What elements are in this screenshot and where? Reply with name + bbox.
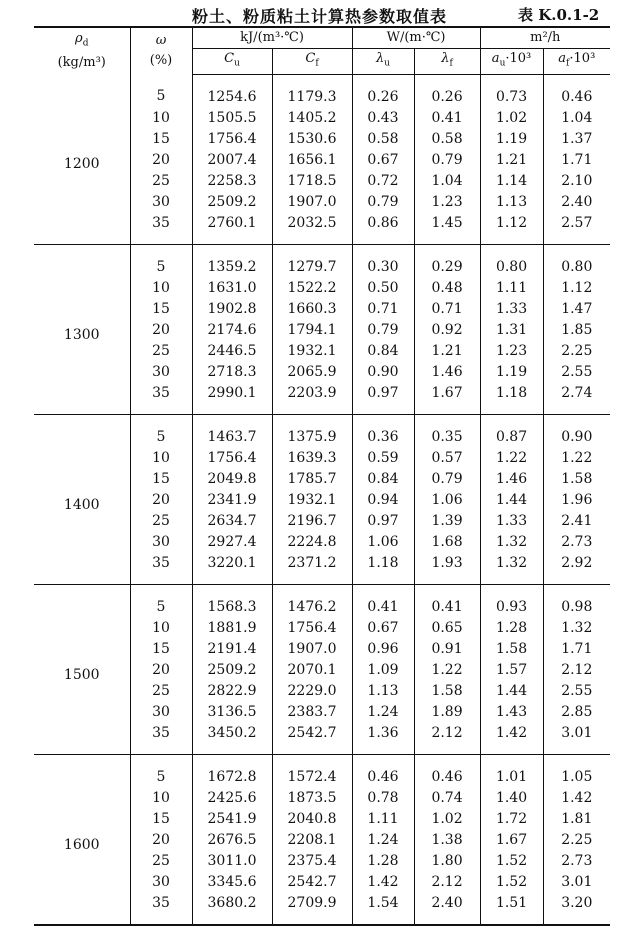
a-f-cell: 3.20: [543, 893, 610, 925]
a-f-cell: 2.57: [543, 213, 610, 245]
a-u-cell: 1.72: [480, 809, 543, 830]
c-u-cell: 1505.5: [192, 108, 272, 129]
table-id: 表 K.0.1-2: [518, 6, 600, 24]
omega-cell: 30: [130, 532, 192, 553]
c-f-cell: 2208.1: [272, 830, 352, 851]
a-u-cell: 1.32: [480, 553, 543, 585]
c-f-cell: 2224.8: [272, 532, 352, 553]
c-f-cell: 1530.6: [272, 129, 352, 150]
omega-cell: 10: [130, 278, 192, 299]
c-u-cell: 2174.6: [192, 320, 272, 341]
a-u-cell: 1.43: [480, 702, 543, 723]
lambda-u-cell: 0.36: [352, 414, 414, 448]
lambda-f-cell: 1.39: [414, 511, 480, 532]
a-f-cell: 2.40: [543, 192, 610, 213]
a-u-cell: 1.01: [480, 754, 543, 788]
c-u-cell: 1463.7: [192, 414, 272, 448]
c-u-cell: 2509.2: [192, 660, 272, 681]
c-f-cell: 2709.9: [272, 893, 352, 925]
c-f-cell: 2032.5: [272, 213, 352, 245]
lambda-u-cell: 1.42: [352, 872, 414, 893]
c-u-cell: 2541.9: [192, 809, 272, 830]
lambda-f-cell: 1.46: [414, 362, 480, 383]
a-u-cell: 1.40: [480, 788, 543, 809]
omega-cell: 10: [130, 108, 192, 129]
lambda-f-cell: 0.71: [414, 299, 480, 320]
a-u-cell: 1.32: [480, 532, 543, 553]
a-u-cell: 1.21: [480, 150, 543, 171]
a-f-cell: 2.74: [543, 383, 610, 415]
rho-header: $\rho_d$ (kg/m³): [34, 27, 130, 74]
lambda-f-cell: 1.22: [414, 660, 480, 681]
c-f-cell: 1718.5: [272, 171, 352, 192]
c-u-cell: 3345.6: [192, 872, 272, 893]
a-u-cell: 0.80: [480, 244, 543, 278]
a-u-cell: 1.14: [480, 171, 543, 192]
lambda-u-cell: 0.46: [352, 754, 414, 788]
a-u-cell: 1.67: [480, 830, 543, 851]
lambda-u-cell: 0.72: [352, 171, 414, 192]
lambda-u-cell: 0.50: [352, 278, 414, 299]
lambda-u-cell: 0.67: [352, 618, 414, 639]
c-u-cell: 1902.8: [192, 299, 272, 320]
lambda-u-cell: 0.79: [352, 192, 414, 213]
c-u-cell: 1254.6: [192, 74, 272, 108]
omega-cell: 20: [130, 830, 192, 851]
c-u-cell: 2822.9: [192, 681, 272, 702]
lambda-u-cell: 0.41: [352, 584, 414, 618]
c-f-cell: 1873.5: [272, 788, 352, 809]
lambda-f-cell: 0.79: [414, 150, 480, 171]
a-u-cell: 1.12: [480, 213, 543, 245]
a-f-cell: 1.85: [543, 320, 610, 341]
c-u-cell: 2927.4: [192, 532, 272, 553]
header-row-1: [34, 27, 610, 49]
a-f-cell: 2.73: [543, 532, 610, 553]
c-f-cell: 1375.9: [272, 414, 352, 448]
lu-header: $\lambda_u$: [352, 49, 414, 75]
lambda-f-cell: 0.92: [414, 320, 480, 341]
a-f-cell: 2.85: [543, 702, 610, 723]
lambda-f-cell: 0.58: [414, 129, 480, 150]
a-f-cell: 1.71: [543, 150, 610, 171]
a-f-cell: 1.47: [543, 299, 610, 320]
lambda-u-cell: 1.24: [352, 702, 414, 723]
a-f-cell: 2.55: [543, 362, 610, 383]
a-f-cell: 0.98: [543, 584, 610, 618]
lambda-f-cell: 1.23: [414, 192, 480, 213]
lambda-f-cell: 0.26: [414, 74, 480, 108]
c-u-cell: 3011.0: [192, 851, 272, 872]
lambda-f-cell: 2.12: [414, 872, 480, 893]
lambda-f-cell: 1.38: [414, 830, 480, 851]
a-u-cell: 1.44: [480, 681, 543, 702]
c-u-cell: 2191.4: [192, 639, 272, 660]
lambda-u-cell: 0.97: [352, 383, 414, 415]
lambda-f-cell: 0.41: [414, 584, 480, 618]
lambda-f-cell: 1.67: [414, 383, 480, 415]
a-f-cell: 2.55: [543, 681, 610, 702]
lambda-f-cell: 1.21: [414, 341, 480, 362]
omega-cell: 20: [130, 660, 192, 681]
a-f-cell: 1.71: [543, 639, 610, 660]
c-f-cell: 1660.3: [272, 299, 352, 320]
a-f-cell: 1.32: [543, 618, 610, 639]
rho-cell: 1500: [34, 584, 130, 754]
omega-cell: 25: [130, 171, 192, 192]
table-row: [34, 584, 610, 618]
a-u-cell: 1.44: [480, 490, 543, 511]
c-f-cell: 1656.1: [272, 150, 352, 171]
a-u-cell: 1.42: [480, 723, 543, 755]
a-f-cell: 1.81: [543, 809, 610, 830]
c-u-cell: 1359.2: [192, 244, 272, 278]
lambda-f-cell: 0.35: [414, 414, 480, 448]
a-u-cell: 1.11: [480, 278, 543, 299]
omega-header: ω (%): [130, 27, 192, 74]
lambda-u-cell: 0.30: [352, 244, 414, 278]
lambda-u-cell: 0.94: [352, 490, 414, 511]
omega-cell: 35: [130, 893, 192, 925]
lambda-u-cell: 0.59: [352, 448, 414, 469]
a-u-cell: 1.52: [480, 851, 543, 872]
a-u-cell: 1.46: [480, 469, 543, 490]
c-f-cell: 1794.1: [272, 320, 352, 341]
c-f-cell: 2065.9: [272, 362, 352, 383]
c-f-cell: 1572.4: [272, 754, 352, 788]
a-f-cell: 1.22: [543, 448, 610, 469]
c-f-cell: 1279.7: [272, 244, 352, 278]
lambda-u-cell: 1.18: [352, 553, 414, 585]
a-f-cell: 2.25: [543, 341, 610, 362]
c-u-cell: 2509.2: [192, 192, 272, 213]
omega-cell: 10: [130, 448, 192, 469]
c-u-cell: 2049.8: [192, 469, 272, 490]
a-u-cell: 1.02: [480, 108, 543, 129]
a-u-cell: 1.13: [480, 192, 543, 213]
a-u-cell: 1.31: [480, 320, 543, 341]
lambda-f-cell: 1.89: [414, 702, 480, 723]
c-u-cell: 2676.5: [192, 830, 272, 851]
omega-cell: 15: [130, 469, 192, 490]
lambda-u-cell: 0.26: [352, 74, 414, 108]
lambda-u-cell: 0.84: [352, 341, 414, 362]
table-row: [34, 754, 610, 788]
lambda-f-cell: 0.29: [414, 244, 480, 278]
a-u-cell: 1.19: [480, 362, 543, 383]
lambda-f-cell: 2.12: [414, 723, 480, 755]
lambda-f-cell: 1.58: [414, 681, 480, 702]
c-f-cell: 2070.1: [272, 660, 352, 681]
c-f-cell: 1405.2: [272, 108, 352, 129]
a-f-cell: 1.58: [543, 469, 610, 490]
c-f-cell: 2196.7: [272, 511, 352, 532]
lambda-u-cell: 0.79: [352, 320, 414, 341]
omega-cell: 5: [130, 414, 192, 448]
a-f-cell: 2.10: [543, 171, 610, 192]
lambda-f-cell: 1.06: [414, 490, 480, 511]
c-f-cell: 2542.7: [272, 872, 352, 893]
a-u-cell: 1.22: [480, 448, 543, 469]
a-u-cell: 1.58: [480, 639, 543, 660]
table-title: 粉土、粉质粘土计算热参数取值表: [192, 7, 448, 26]
omega-cell: 10: [130, 788, 192, 809]
c-f-cell: 1756.4: [272, 618, 352, 639]
lambda-f-cell: 1.45: [414, 213, 480, 245]
a-u-cell: 0.87: [480, 414, 543, 448]
au-header: $a_u\cdot 10^3$: [480, 49, 543, 75]
omega-cell: 5: [130, 74, 192, 108]
cu-header: $C_u$: [192, 49, 272, 75]
lambda-f-cell: 1.93: [414, 553, 480, 585]
lambda-u-cell: 0.86: [352, 213, 414, 245]
lambda-u-cell: 1.28: [352, 851, 414, 872]
c-u-cell: 2341.9: [192, 490, 272, 511]
lambda-f-cell: 1.68: [414, 532, 480, 553]
lambda-f-cell: 0.65: [414, 618, 480, 639]
omega-cell: 15: [130, 299, 192, 320]
a-f-cell: 2.12: [543, 660, 610, 681]
c-f-cell: 1179.3: [272, 74, 352, 108]
a-f-cell: 3.01: [543, 872, 610, 893]
rho-cell: 1600: [34, 754, 130, 925]
lambda-u-cell: 0.67: [352, 150, 414, 171]
lambda-f-cell: 0.46: [414, 754, 480, 788]
lambda-u-cell: 0.71: [352, 299, 414, 320]
a-u-cell: 1.33: [480, 299, 543, 320]
lambda-u-cell: 1.09: [352, 660, 414, 681]
omega-cell: 35: [130, 383, 192, 415]
c-f-cell: 2371.2: [272, 553, 352, 585]
c-f-cell: 2203.9: [272, 383, 352, 415]
c-u-cell: 2634.7: [192, 511, 272, 532]
a-u-cell: 1.57: [480, 660, 543, 681]
table-body: [34, 74, 610, 925]
lambda-f-cell: 1.02: [414, 809, 480, 830]
lambda-u-cell: 1.13: [352, 681, 414, 702]
thermal-parameter-table: [34, 26, 610, 926]
c-f-cell: 1522.2: [272, 278, 352, 299]
lambda-f-cell: 0.79: [414, 469, 480, 490]
rho-cell: 1400: [34, 414, 130, 584]
omega-cell: 30: [130, 702, 192, 723]
omega-cell: 5: [130, 584, 192, 618]
lambda-u-cell: 1.06: [352, 532, 414, 553]
c-f-cell: 2229.0: [272, 681, 352, 702]
a-f-cell: 2.92: [543, 553, 610, 585]
c-u-cell: 3220.1: [192, 553, 272, 585]
c-f-cell: 2375.4: [272, 851, 352, 872]
omega-cell: 35: [130, 553, 192, 585]
a-f-cell: 0.80: [543, 244, 610, 278]
c-u-cell: 1672.8: [192, 754, 272, 788]
omega-cell: 15: [130, 809, 192, 830]
lambda-u-cell: 0.97: [352, 511, 414, 532]
omega-cell: 25: [130, 851, 192, 872]
a-f-cell: 1.12: [543, 278, 610, 299]
a-f-cell: 1.04: [543, 108, 610, 129]
c-f-cell: 1932.1: [272, 490, 352, 511]
a-u-cell: 1.19: [480, 129, 543, 150]
rho-cell: 1300: [34, 244, 130, 414]
omega-cell: 15: [130, 639, 192, 660]
a-f-cell: 1.37: [543, 129, 610, 150]
lambda-u-cell: 0.78: [352, 788, 414, 809]
lambda-u-cell: 0.58: [352, 129, 414, 150]
c-u-cell: 2446.5: [192, 341, 272, 362]
c-u-cell: 1756.4: [192, 448, 272, 469]
a-f-cell: 0.90: [543, 414, 610, 448]
omega-cell: 30: [130, 362, 192, 383]
a-u-cell: 0.73: [480, 74, 543, 108]
lambda-u-cell: 1.54: [352, 893, 414, 925]
lambda-f-cell: 1.80: [414, 851, 480, 872]
lambda-f-cell: 0.57: [414, 448, 480, 469]
c-f-cell: 1932.1: [272, 341, 352, 362]
diffusivity-group-header: m²/h: [480, 27, 610, 49]
omega-cell: 20: [130, 150, 192, 171]
title-row: [0, 4, 636, 28]
a-f-cell: 1.96: [543, 490, 610, 511]
omega-cell: 20: [130, 490, 192, 511]
omega-cell: 35: [130, 213, 192, 245]
omega-cell: 25: [130, 681, 192, 702]
lambda-f-cell: 0.41: [414, 108, 480, 129]
a-u-cell: 0.93: [480, 584, 543, 618]
c-u-cell: 3680.2: [192, 893, 272, 925]
lambda-u-cell: 0.90: [352, 362, 414, 383]
lambda-u-cell: 1.36: [352, 723, 414, 755]
heat-capacity-group-header: kJ/(m³·℃): [192, 27, 352, 49]
lambda-u-cell: 1.11: [352, 809, 414, 830]
a-f-cell: 1.05: [543, 754, 610, 788]
a-f-cell: 2.41: [543, 511, 610, 532]
omega-cell: 25: [130, 341, 192, 362]
af-header: $a_f\cdot 10^3$: [543, 49, 610, 75]
c-u-cell: 1756.4: [192, 129, 272, 150]
lambda-f-cell: 0.48: [414, 278, 480, 299]
omega-cell: 35: [130, 723, 192, 755]
c-f-cell: 2383.7: [272, 702, 352, 723]
omega-cell: 30: [130, 872, 192, 893]
lf-header: $\lambda_f$: [414, 49, 480, 75]
c-u-cell: 2425.6: [192, 788, 272, 809]
a-u-cell: 1.51: [480, 893, 543, 925]
table-row: [34, 414, 610, 448]
c-u-cell: 1631.0: [192, 278, 272, 299]
lambda-f-cell: 0.74: [414, 788, 480, 809]
lambda-u-cell: 1.24: [352, 830, 414, 851]
a-f-cell: 0.46: [543, 74, 610, 108]
lambda-f-cell: 1.04: [414, 171, 480, 192]
table-row: [34, 74, 610, 108]
lambda-f-cell: 2.40: [414, 893, 480, 925]
c-u-cell: 3450.2: [192, 723, 272, 755]
c-u-cell: 2990.1: [192, 383, 272, 415]
lambda-u-cell: 0.84: [352, 469, 414, 490]
c-u-cell: 1568.3: [192, 584, 272, 618]
a-u-cell: 1.28: [480, 618, 543, 639]
c-f-cell: 1785.7: [272, 469, 352, 490]
c-f-cell: 1907.0: [272, 639, 352, 660]
c-u-cell: 2007.4: [192, 150, 272, 171]
a-f-cell: 2.73: [543, 851, 610, 872]
lambda-f-cell: 0.91: [414, 639, 480, 660]
lambda-u-cell: 0.43: [352, 108, 414, 129]
a-u-cell: 1.33: [480, 511, 543, 532]
c-u-cell: 2258.3: [192, 171, 272, 192]
omega-cell: 5: [130, 244, 192, 278]
c-f-cell: 1907.0: [272, 192, 352, 213]
a-f-cell: 1.42: [543, 788, 610, 809]
a-u-cell: 1.52: [480, 872, 543, 893]
c-u-cell: 3136.5: [192, 702, 272, 723]
table-row: [34, 244, 610, 278]
omega-cell: 15: [130, 129, 192, 150]
a-u-cell: 1.18: [480, 383, 543, 415]
rho-cell: 1200: [34, 74, 130, 244]
c-f-cell: 2040.8: [272, 809, 352, 830]
omega-cell: 25: [130, 511, 192, 532]
omega-cell: 20: [130, 320, 192, 341]
c-f-cell: 1639.3: [272, 448, 352, 469]
c-u-cell: 1881.9: [192, 618, 272, 639]
c-u-cell: 2760.1: [192, 213, 272, 245]
c-f-cell: 1476.2: [272, 584, 352, 618]
omega-cell: 30: [130, 192, 192, 213]
a-u-cell: 1.23: [480, 341, 543, 362]
conductivity-group-header: W/(m·℃): [352, 27, 480, 49]
cf-header: $C_f$: [272, 49, 352, 75]
omega-cell: 5: [130, 754, 192, 788]
omega-cell: 10: [130, 618, 192, 639]
a-f-cell: 2.25: [543, 830, 610, 851]
c-u-cell: 2718.3: [192, 362, 272, 383]
lambda-u-cell: 0.96: [352, 639, 414, 660]
a-f-cell: 3.01: [543, 723, 610, 755]
c-f-cell: 2542.7: [272, 723, 352, 755]
